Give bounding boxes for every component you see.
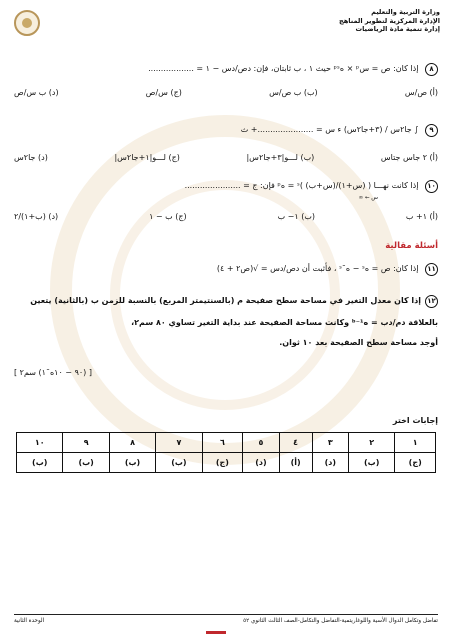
answer-choice: (د)	[312, 453, 348, 473]
answer-number: ١٠	[17, 433, 63, 453]
option-d[interactable]: (د) ب س/ص	[14, 88, 59, 97]
answer-number: ٧	[156, 433, 202, 453]
answer-number: ٥	[243, 433, 279, 453]
answer-number: ٦	[202, 433, 243, 453]
question-number: ١٠	[425, 180, 438, 193]
answer-choice: (ج)	[395, 453, 436, 473]
page-marker	[206, 631, 226, 634]
header-line-3: إدارة تنمية مادة الرياضيات	[355, 25, 440, 34]
option-a[interactable]: (أ) ص/س	[404, 88, 438, 97]
answer-choice: (ب)	[156, 453, 202, 473]
answer-number: ٤	[279, 433, 312, 453]
option-b[interactable]: (ب) ١− ب	[277, 212, 315, 221]
question-8	[14, 63, 438, 76]
answer-choice: (ب)	[63, 453, 109, 473]
question-number: ٨	[425, 63, 438, 76]
answer-number: ١	[395, 433, 436, 453]
question-10-options	[14, 212, 438, 221]
question-11	[14, 263, 438, 276]
answer-choice: (د)	[243, 453, 279, 473]
ministry-header	[339, 8, 440, 34]
ministry-logo-icon	[14, 10, 40, 36]
question-number: ١٢	[425, 295, 438, 308]
footer-unit-text: الوحدة الثانية	[14, 618, 45, 624]
option-b[interactable]: (ب) ب ص/س	[269, 88, 318, 97]
question-line-2: بالعلاقة دم/دب = هᵇ⁻¹ وكانت مساحة الصفيحة عند بداية التغير تساوي ٨٠ سم٢،	[131, 318, 438, 327]
answer-number: ٣	[312, 433, 348, 453]
answers-title: إجابات اختر	[392, 416, 438, 425]
option-d[interactable]: (د) (ب+١)/٢	[14, 212, 59, 221]
answer-choice: (ب)	[349, 453, 395, 473]
footer-course-text: تفاضل وتكامل الدوال الأسية واللوغاريتمية-التفاضل والتكامل-الصف الثالث الثانوي ٥٢	[243, 618, 438, 624]
option-c[interactable]: (ج) س/ص	[145, 88, 182, 97]
answer-number: ٢	[349, 433, 395, 453]
answer-choice: (أ)	[279, 453, 312, 473]
answer-choice: (ب)	[17, 453, 63, 473]
option-a[interactable]: (أ) ٢ جاس جتاس	[380, 153, 438, 162]
option-c[interactable]: (ج) ب − ١	[149, 212, 187, 221]
header-line-2: الإدارة المركزية لتطوير المناهج	[338, 16, 440, 25]
question-text: إذا كان: ص = هˢ − هˉˢ ، فأثبت أن دص/دس = √(ص٢ + ٤)	[216, 264, 419, 273]
question-line-1: إذا كان معدل التغير في مساحة سطح صفيحة م (بالسنتيمتر المربع) بالنسبة للزمن ب (بالثانية) يتعين	[30, 296, 421, 305]
question-text: إذا كانت نهـــا ( (س+١)/(س+ب) )ˢ = هᵖ فإن: ج = ......................	[184, 181, 419, 190]
option-d[interactable]: (د) جا٢س	[14, 153, 48, 162]
question-line-3: أوجد مساحة سطح الصفيحة بعد ١٠ ثوان.	[279, 338, 438, 347]
answer-number: ٩	[63, 433, 109, 453]
question-text: ∫ جا٢س / (٣+جا٢س) ء س = ......................+ ث	[240, 125, 419, 134]
answers-table	[16, 432, 436, 473]
option-b[interactable]: (ب) لـــو|٣+جا٢س|	[246, 153, 315, 162]
question-text: إذا كان: ص = سᵖ × هᵖˢ حيث ١ ، ب ثابتان، فإن: دص/دس − ١ = ..................	[148, 64, 419, 73]
question-9	[14, 124, 438, 137]
question-9-options	[14, 153, 438, 162]
essay-section-title: أسئلة مقالية	[385, 241, 438, 251]
question-8-options	[14, 88, 438, 97]
answers-numbers-row	[17, 433, 436, 453]
question-10	[14, 180, 438, 204]
header-line-1: وزارة التربية والتعليم	[371, 8, 440, 16]
answers-choices-row	[17, 453, 436, 473]
option-c[interactable]: (ج) لـــو|١+جا٢س|	[114, 153, 180, 162]
question-12-answer: [ (٩٠ − ١٠هˉ١) سم٢ ]	[14, 368, 92, 377]
answer-choice: (ب)	[109, 453, 155, 473]
question-number: ١١	[425, 263, 438, 276]
answer-number: ٨	[109, 433, 155, 453]
page-footer	[14, 614, 438, 624]
option-a[interactable]: (أ) ١+ ب	[405, 212, 438, 221]
answer-choice: (ج)	[202, 453, 243, 473]
limit-subscript: س ← ∞	[358, 195, 378, 201]
question-12	[14, 293, 438, 351]
question-number: ٩	[425, 124, 438, 137]
